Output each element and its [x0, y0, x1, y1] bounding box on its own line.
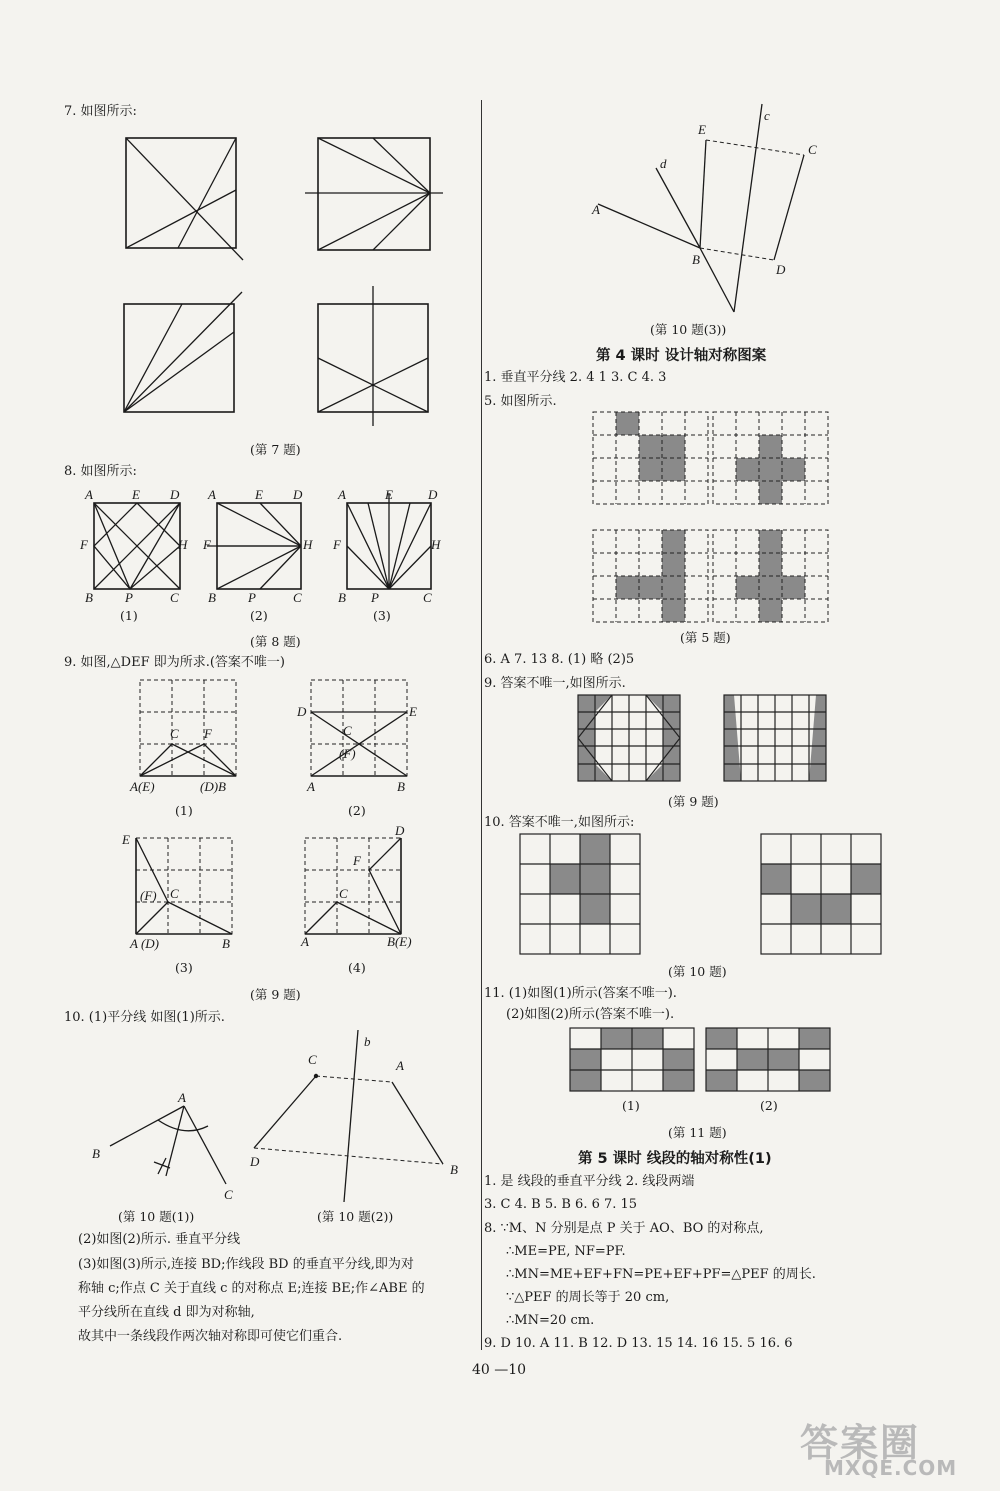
svg-text:c: c	[764, 108, 770, 123]
svg-text:B: B	[338, 590, 346, 605]
svg-text:C: C	[224, 1187, 233, 1202]
svg-text:P: P	[248, 590, 256, 605]
q9-caption: (第 9 题)	[250, 987, 301, 1002]
q10-line6: 故其中一条线段作两次轴对称即可使它们重合.	[78, 1329, 343, 1344]
svg-text:C: C	[308, 1052, 317, 1067]
q9-figure-2	[297, 675, 427, 800]
svg-text:B: B	[692, 252, 700, 267]
lesson4-answer-6: 6. A 7. 13 8. (1) 略 (2)5	[484, 652, 635, 667]
lesson4-answer-10: 10. 答案不唯一,如图所示:	[484, 815, 635, 830]
l4-q10-grid-2	[761, 834, 886, 956]
svg-text:E: E	[698, 122, 706, 137]
svg-text:A: A	[396, 1058, 404, 1073]
lesson5-proof-4: ∴MN=20 cm.	[506, 1313, 595, 1328]
svg-text:(F): (F)	[140, 888, 157, 903]
svg-text:A: A	[208, 487, 216, 502]
svg-text:F: F	[353, 853, 361, 868]
q10-caption-2: (第 10 题(2))	[317, 1209, 394, 1224]
q10-figure-3	[588, 100, 828, 315]
q10-line2: (2)如图(2)所示. 垂直平分线	[78, 1232, 241, 1247]
svg-text:H: H	[431, 537, 441, 552]
l4-q5-grid-4	[713, 530, 829, 630]
svg-text:C: C	[343, 723, 352, 738]
svg-text:B: B	[397, 779, 405, 794]
l4-q11-caption: (第 11 题)	[668, 1125, 727, 1140]
q9-intro: 9. 如图,△DEF 即为所求.(答案不唯一)	[64, 655, 286, 670]
svg-text:(F): (F)	[339, 746, 356, 761]
page-number: 40 —10	[472, 1362, 527, 1378]
svg-text:C: C	[808, 142, 817, 157]
svg-text:A(E): A(E)	[130, 779, 155, 794]
q10-line3: (3)如图(3)所示,连接 BD;作线段 BD 的垂直平分线,即为对	[78, 1257, 414, 1272]
lesson5-proof-2: ∴MN=ME+EF+FN=PE+EF+PF=△PEF 的周长.	[506, 1267, 816, 1282]
svg-text:H: H	[303, 537, 313, 552]
q9-sub-4: (4)	[348, 960, 366, 975]
l4-q5-caption: (第 5 题)	[680, 630, 731, 645]
lesson5-answer-9: 9. D 10. A 11. B 12. D 13. 15 14. 16 15. 5 16. 6	[484, 1336, 793, 1351]
svg-text:E: E	[132, 487, 140, 502]
svg-text:A: A	[592, 202, 600, 217]
svg-text:B: B	[222, 936, 230, 951]
l4-q5-grid-2	[713, 412, 829, 512]
svg-text:C: C	[170, 886, 179, 901]
q8-sub-1: (1)	[120, 608, 138, 623]
l4-q11-grid-2	[706, 1028, 832, 1094]
lesson5-proof-3: ∵△PEF 的周长等于 20 cm,	[506, 1290, 670, 1305]
q8-figure-2	[203, 485, 318, 605]
svg-text:E: E	[122, 832, 130, 847]
lesson5-answer-8: 8. ∵M、N 分别是点 P 关于 AO、BO 的对称点,	[484, 1221, 764, 1236]
q9-sub-3: (3)	[175, 960, 193, 975]
svg-text:F: F	[203, 537, 211, 552]
svg-text:E: E	[385, 487, 393, 502]
svg-text:P: P	[125, 590, 133, 605]
svg-text:C: C	[423, 590, 432, 605]
l4-q11-grid-1	[570, 1028, 696, 1094]
svg-text:D: D	[297, 704, 307, 719]
q8-figure-3	[333, 485, 443, 605]
q10-line1: 10. (1)平分线 如图(1)所示.	[64, 1010, 225, 1025]
svg-text:C: C	[170, 726, 179, 741]
q10-line4: 称轴 c;作点 C 关于直线 c 的对称点 E;连接 BE;作∠ABE 的	[78, 1281, 425, 1296]
watermark-brand: 答案圈	[800, 1421, 921, 1465]
svg-text:D: D	[428, 487, 438, 502]
svg-text:F: F	[80, 537, 88, 552]
q7-figure-3	[112, 292, 247, 422]
l4-q9-caption: (第 9 题)	[668, 794, 719, 809]
svg-text:A: A	[301, 934, 309, 949]
svg-text:(D)B: (D)B	[200, 779, 226, 794]
svg-text:B(E): B(E)	[387, 934, 412, 949]
svg-text:F: F	[333, 537, 341, 552]
q9-figure-1	[130, 675, 250, 800]
l4-q5-grid-3	[593, 530, 709, 630]
svg-text:A: A	[338, 487, 346, 502]
q10-caption-3: (第 10 题(3))	[650, 322, 727, 337]
q7-caption: (第 7 题)	[250, 442, 301, 457]
q10-figure-2	[240, 1030, 460, 1220]
svg-text:B: B	[450, 1162, 458, 1177]
l4-q9-grid-1	[578, 695, 682, 785]
lesson4-answer-11b: (2)如图(2)所示(答案不唯一).	[506, 1007, 675, 1022]
svg-text:D: D	[395, 823, 405, 838]
l4-q10-grid-1	[520, 834, 645, 956]
q7-figure-2	[305, 130, 450, 250]
l4-q11-sub-1: (1)	[622, 1098, 640, 1113]
svg-text:C: C	[339, 886, 348, 901]
svg-text:D: D	[250, 1154, 260, 1169]
svg-text:C: C	[293, 590, 302, 605]
q7-intro: 7. 如图所示:	[64, 104, 137, 119]
q10-line5: 平分线所在直线 d 即为对称轴,	[78, 1305, 255, 1320]
lesson4-answer-1: 1. 垂直平分线 2. 4 1 3. C 4. 3	[484, 370, 667, 385]
svg-text:C: C	[170, 590, 179, 605]
l4-q10-caption: (第 10 题)	[668, 964, 727, 979]
svg-text:B: B	[85, 590, 93, 605]
column-divider	[481, 100, 482, 1350]
lesson4-answer-11a: 11. (1)如图(1)所示(答案不唯一).	[484, 986, 677, 1001]
q10-caption-1: (第 10 题(1))	[118, 1209, 195, 1224]
svg-text:P: P	[371, 590, 379, 605]
q10-figure-1	[88, 1088, 248, 1203]
q8-intro: 8. 如图所示:	[64, 464, 137, 479]
svg-text:D: D	[293, 487, 303, 502]
l4-q9-grid-2	[724, 695, 828, 785]
svg-text:B: B	[208, 590, 216, 605]
svg-text:b: b	[364, 1034, 371, 1049]
q9-figure-4	[295, 825, 415, 950]
l4-q5-grid-1	[593, 412, 709, 512]
svg-text:d: d	[660, 156, 667, 171]
lesson4-answer-5: 5. 如图所示.	[484, 394, 557, 409]
svg-text:A (D): A (D)	[130, 936, 160, 951]
svg-text:H: H	[178, 537, 188, 552]
svg-text:D: D	[776, 262, 786, 277]
lesson5-proof-1: ∴ME=PE, NF=PF.	[506, 1244, 626, 1259]
l4-q11-sub-2: (2)	[760, 1098, 778, 1113]
q8-sub-2: (2)	[250, 608, 268, 623]
q9-figure-3	[122, 830, 242, 950]
lesson4-answer-9: 9. 答案不唯一,如图所示.	[484, 676, 626, 691]
svg-text:E: E	[255, 487, 263, 502]
q8-sub-3: (3)	[373, 608, 391, 623]
svg-text:A: A	[85, 487, 93, 502]
q9-sub-1: (1)	[175, 803, 193, 818]
svg-text:D: D	[170, 487, 180, 502]
lesson4-title: 第 4 课时 设计轴对称图案	[596, 348, 767, 364]
svg-text:F: F	[204, 726, 212, 741]
svg-text:E: E	[409, 704, 417, 719]
svg-text:A: A	[307, 779, 315, 794]
q9-sub-2: (2)	[348, 803, 366, 818]
svg-text:B: B	[92, 1146, 100, 1161]
q7-figure-4	[315, 286, 440, 426]
lesson5-title: 第 5 课时 线段的轴对称性(1)	[578, 1151, 772, 1167]
lesson5-answer-3: 3. C 4. B 5. B 6. 6 7. 15	[484, 1197, 638, 1212]
q8-figure-1	[80, 485, 190, 605]
q8-caption: (第 8 题)	[250, 634, 301, 649]
watermark-site: MXQE.COM	[824, 1456, 958, 1480]
lesson5-answer-1: 1. 是 线段的垂直平分线 2. 线段两端	[484, 1174, 695, 1189]
q7-figure-1	[118, 130, 248, 265]
svg-text:A: A	[178, 1090, 186, 1105]
